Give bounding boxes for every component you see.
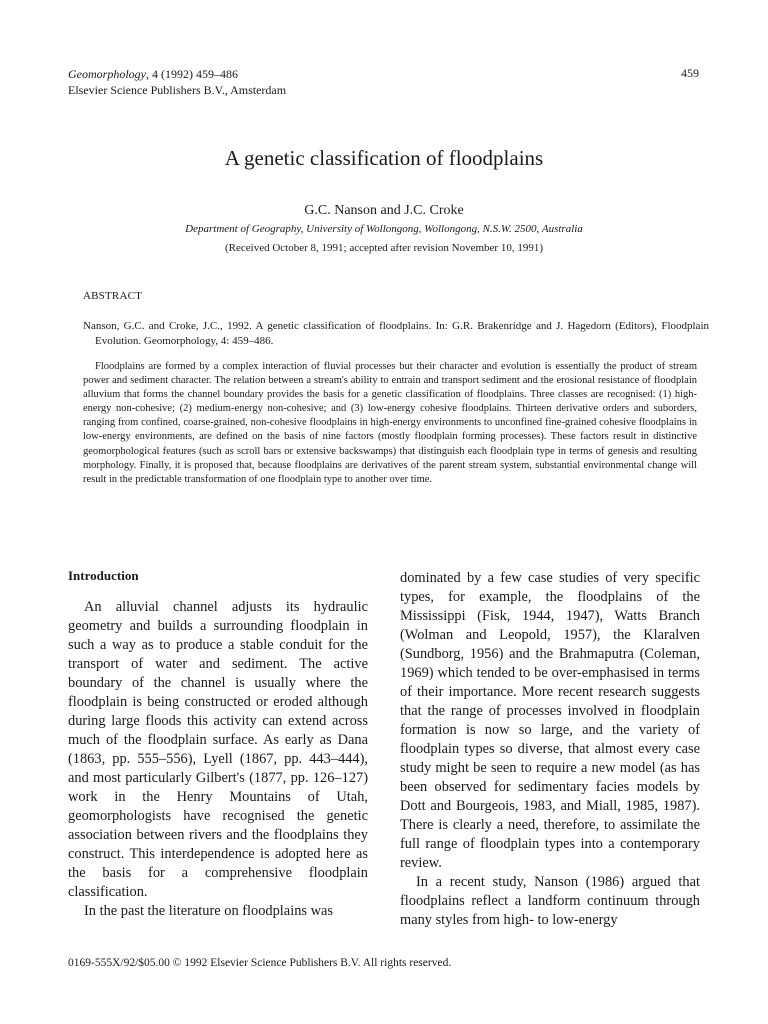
journal-citation-line [68,66,286,82]
article-title: A genetic classification of floodplains [224,146,544,170]
journal-header [68,66,286,98]
body-column-right [400,569,700,930]
body-paragraph: In a recent study, Nanson (1986) argued that floodplains reflect a landform continuum through many styles from high- to low-energy [400,874,700,928]
page-number: 459 [681,66,699,80]
journal-name: Geomorphology [68,67,146,81]
body-column-left [68,598,368,921]
body-paragraph: In the past the literature on floodplains was [84,903,333,919]
abstract-citation: Nanson, G.C. and Croke, J.C., 1992. A genetic classification of floodplains. In: G.R. Brakenridge and J. Hagedorn (Editors), Floodplain Evolution. Geomorphology, 4: 459–486. [83,320,709,347]
journal-volume: , 4 (1992) 459–486 [146,67,238,81]
author-affiliation: Department of Geography, University of Wollongong, Wollongong, N.S.W. 2500, Australia [185,223,583,235]
copyright-footer: 0169-555X/92/$05.00 © 1992 Elsevier Science Publishers B.V. All rights reserved. [68,957,452,969]
abstract-text: Floodplains are formed by a complex interaction of fluvial processes but their character and evolution is essentially the product of stream power and sediment character. The relation between a stream's ability to entrain and transport sediment and the erosional resistance of floodplain alluvium that forms the channel boundary provides the basis for a genetic classification of floodplains. Three classes are recognised: (1) high-energy non-cohesive; (2) medium-energy non-cohesive; and (3) low-energy cohesive floodplains. Thirteen derivative orders and suborders, ranging from confined, coarse-grained, non-cohesive floodplains in high-energy environments to unconfined fine-grained cohesive floodplains in low-energy environments, are defined on the basis of nine factors (mostly floodplain forming processes). These factors result in distinctive geomorphological features (such as scroll bars or extensive backswamps) that distinguish each floodplain type in terms of genesis and resulting morphology. Finally, it is proposed that, because floodplains are derivatives of the parent stream system, substantial environmental change will result in the predictable transformation of one floodplain type to another over time. [83,361,697,485]
publisher-line: Elsevier Science Publishers B.V., Amsterdam [68,83,287,97]
section-heading-introduction: Introduction [68,568,139,583]
abstract-heading: ABSTRACT [83,290,143,302]
body-paragraph: An alluvial channel adjusts its hydraulic geometry and builds a surrounding floodplain in such a way as to produce a stable conduit for the transport of water and sediment. The active boundary of the channel is usually where the floodplain is being constructed or eroded although during large floods this activity can extend across much of the floodplain surface. As early as Dana (1863, pp. 555–556), Lyell (1867, pp. 443–444), and most particularly Gilbert's (1877, pp. 126–127) work in the Henry Mountains of Utah, geomorphologists have recognised the genetic association between rivers and the floodplains they construct. This interdependence is adopted here as the basis for a comprehensive floodplain classification. [68,599,368,900]
body-paragraph: dominated by a few case studies of very specific types, for example, the floodplains of the Mississippi (Fisk, 1944, 1947), Watts Branch (Wolman and Leopold, 1957), the Klaralven (Sundborg, 1956) and the Brahmaputra (Coleman, 1969) which tended to be over-emphasised in terms of their importance. More recent research suggests that the range of processes involved in floodplain formation is now so large, and the variety of floodplain types so diverse, that almost every case study might be seen to require a new model (as has been observed for sedimentary facies models by Dott and Bourgeois, 1983, and Miall, 1985, 1987). There is clearly a need, therefore, to assimilate the full range of floodplain types into a contemporary review. [400,570,700,871]
received-dates: (Received October 8, 1991; accepted after revision November 10, 1991) [225,242,543,254]
article-authors: G.C. Nanson and J.C. Croke [304,203,464,218]
